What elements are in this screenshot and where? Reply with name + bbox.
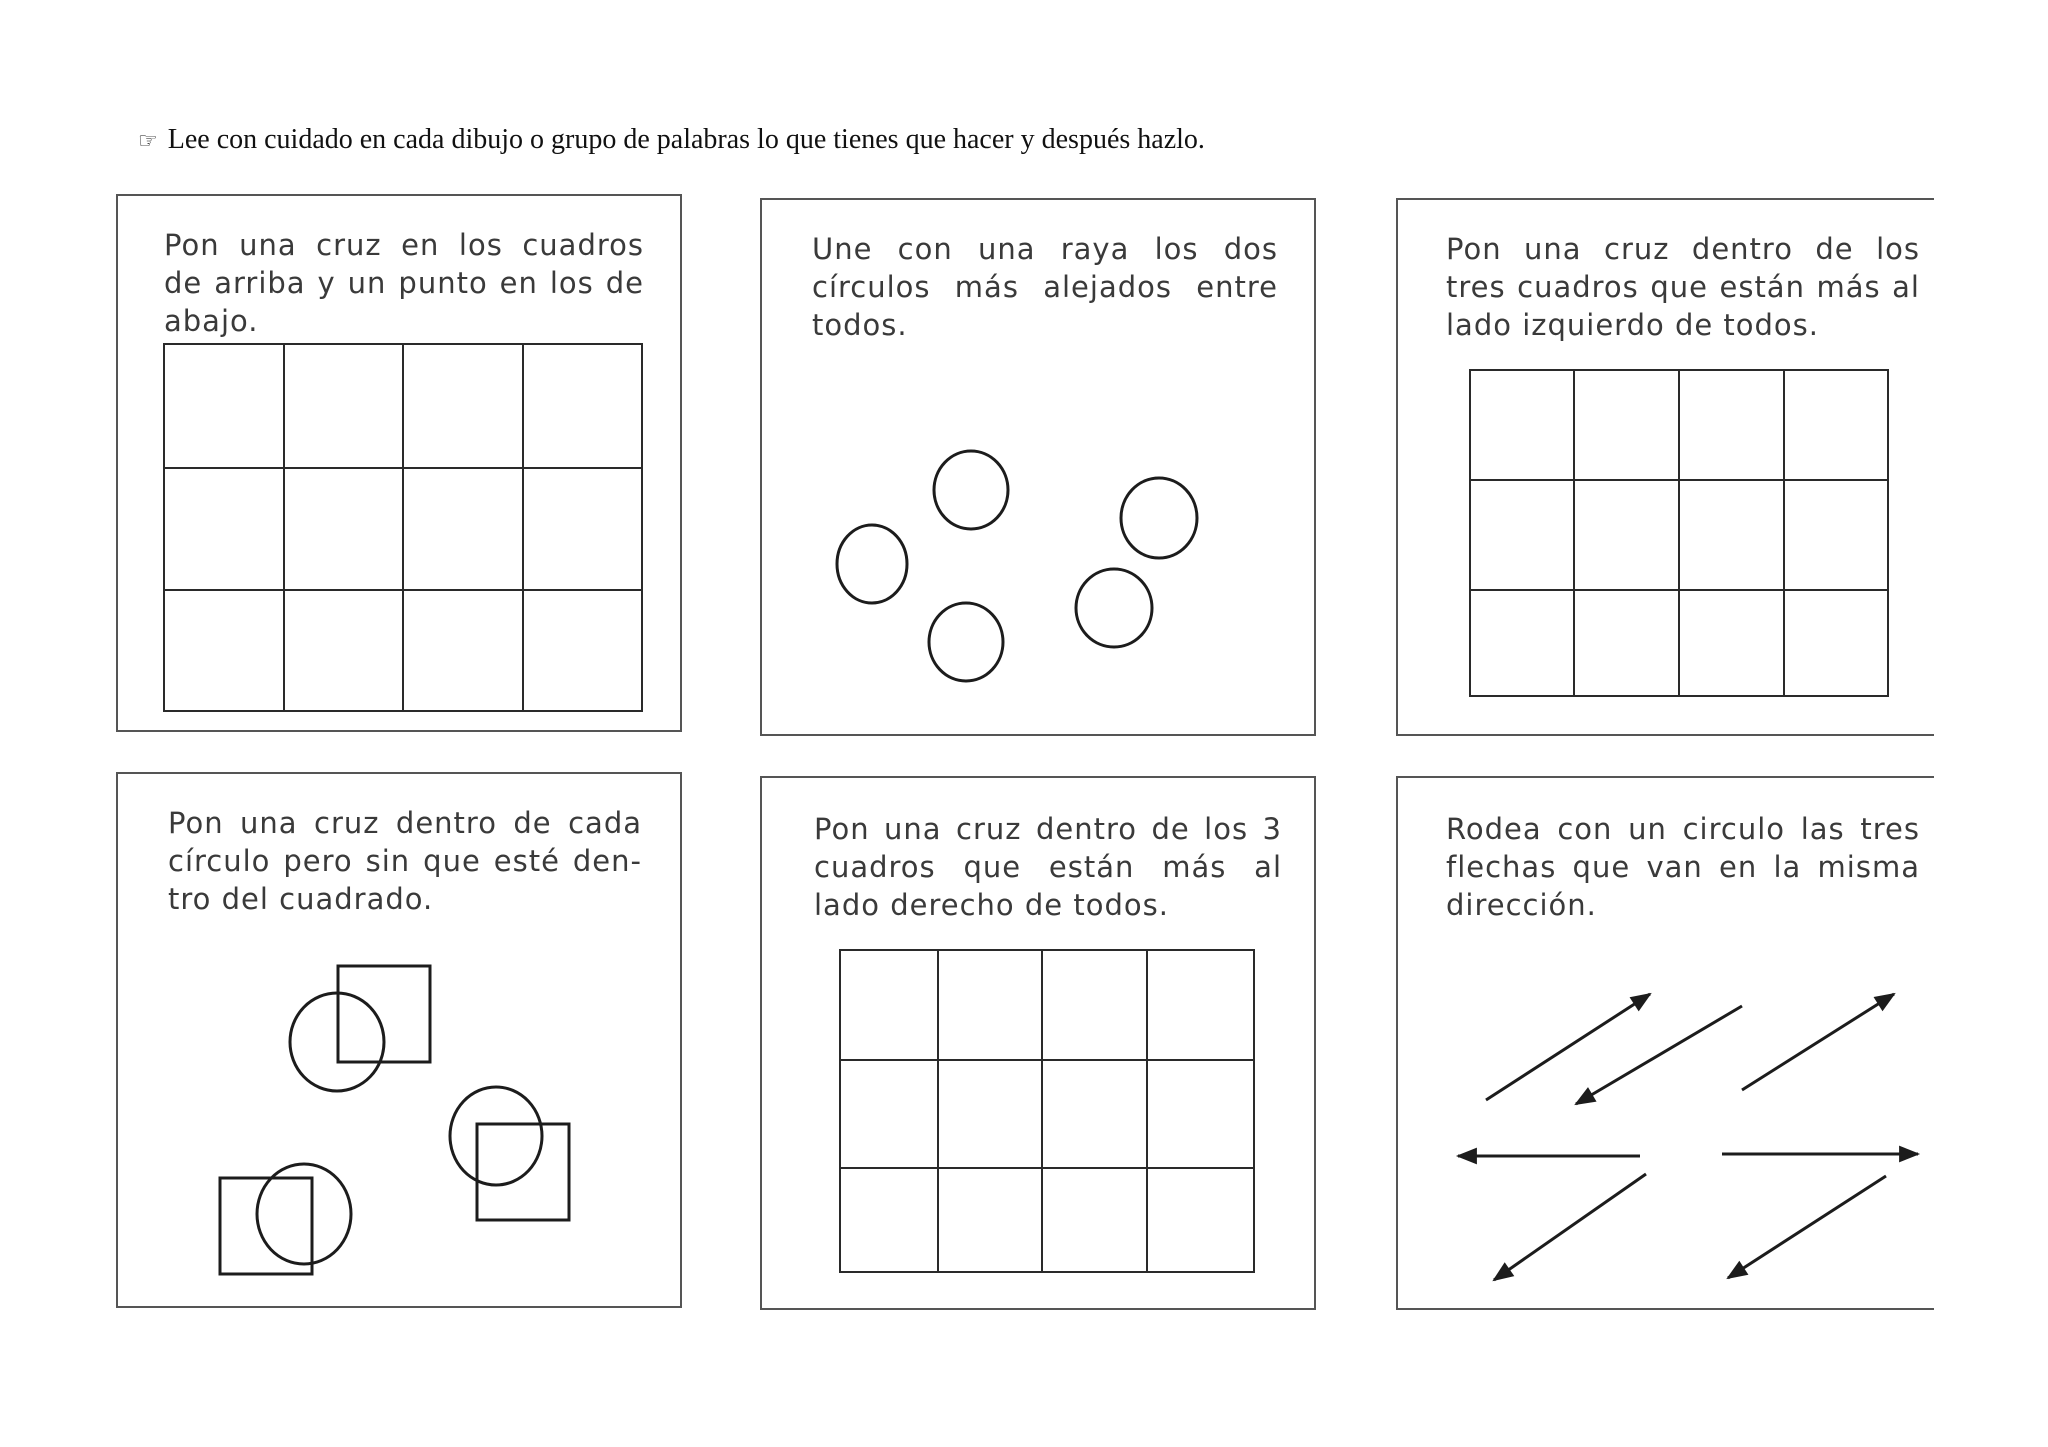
arrow — [1742, 994, 1894, 1090]
instruction-text: Lee con cuidado en cada dibujo o grupo de palabras lo que tienes que hacer y después hazlo. — [167, 124, 1205, 155]
circle — [929, 603, 1003, 681]
circle — [1121, 478, 1197, 558]
square — [477, 1124, 569, 1220]
arrows-drawing — [1398, 778, 1936, 1312]
exercise-panel-3 — [1396, 198, 1934, 736]
circle — [934, 451, 1008, 529]
exercise-1-text: Pon una cruz en los cuadros de arriba y un punto en los de abajo. — [164, 228, 644, 338]
exercise-panel-1 — [116, 194, 682, 732]
square — [220, 1178, 312, 1274]
exercise-panel-6 — [1396, 776, 1934, 1310]
grid-border — [840, 950, 1254, 1272]
circles-and-squares-drawing — [118, 774, 684, 1310]
arrow — [1728, 1176, 1886, 1278]
exercise-panel-5 — [760, 776, 1316, 1310]
exercise-4-text: Pon una cruz dentro de cada círculo pero sin que esté den-tro del cuadrado. — [168, 806, 642, 916]
exercise-6-text: Rodea con un circulo las tres flechas que van en la misma dirección. — [1446, 812, 1920, 922]
exercise-3-text: Pon una cruz dentro de los tres cuadros que están más al lado izquierdo de todos. — [1446, 232, 1920, 342]
circle — [837, 525, 907, 603]
grid-4x3 — [762, 778, 1318, 1312]
exercise-panel-2 — [760, 198, 1316, 736]
circles-drawing — [762, 200, 1318, 738]
exercise-5-text: Pon una cruz dentro de los 3 cuadros que están más al lado derecho de todos. — [814, 812, 1282, 922]
grid-4x3 — [118, 196, 684, 734]
exercise-panel-4 — [116, 772, 682, 1308]
grid-4x3 — [1398, 200, 1936, 738]
exercise-2-text: Une con una raya los dos círculos más alejados entre todos. — [812, 232, 1278, 342]
circle — [450, 1087, 542, 1185]
instruction-line — [138, 122, 1638, 160]
arrow — [1486, 994, 1650, 1100]
pointing-hand-icon: ☞ — [138, 129, 158, 154]
arrow — [1494, 1174, 1646, 1280]
circle — [1076, 569, 1152, 647]
arrow — [1576, 1006, 1742, 1104]
